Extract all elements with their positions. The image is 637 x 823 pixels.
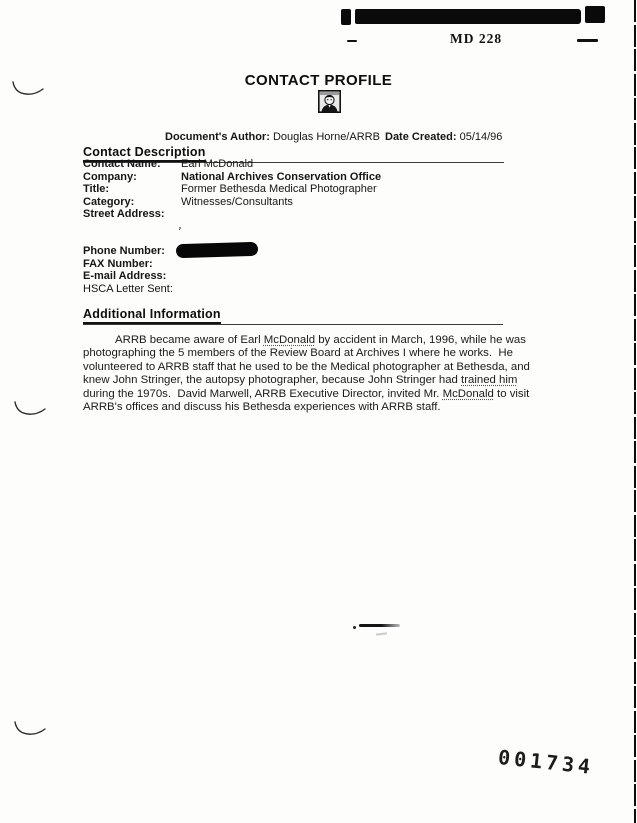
document-author-value: Douglas Horne/ARRB (272, 131, 380, 143)
title-label: Title: (83, 183, 110, 195)
phone-number-label: Phone Number: (83, 245, 165, 257)
document-author-label: Document's Author: (165, 131, 270, 143)
paragraph-line: ARRB became aware of Earl McDonald by accident in March, 1996, while he was (115, 334, 526, 346)
redaction-bar-right (585, 6, 605, 23)
paragraph-line: knew John Stringer, the autopsy photographer, because John Stringer had trained him (83, 374, 518, 387)
page-stamp-number: 001734 (497, 745, 596, 779)
field-row-category (83, 196, 293, 208)
field-row-company (83, 171, 381, 183)
ink-smudge-dash (359, 624, 400, 627)
additional-information-heading: Additional Information (83, 307, 221, 324)
redaction-bar-top (355, 9, 581, 24)
category-label: Category: (83, 195, 135, 208)
hsca-letter-sent-label: HSCA Letter Sent: (83, 282, 173, 295)
paragraph-line: volunteered to ARRB staff that he used to be the Medical photographer at Bethesda, and (83, 360, 530, 373)
page-title: CONTACT PROFILE (244, 72, 393, 89)
company-value: National Archives Conservation Office (181, 170, 382, 183)
fax-number-label: FAX Number: (83, 257, 153, 270)
md-number-label: MD 228 (450, 31, 503, 46)
field-row-hsca-letter (83, 283, 181, 295)
field-row-phone (83, 245, 181, 257)
paragraph-line: ARRB's offices and discuss his Bethesda experiences with ARRB staff. (83, 401, 441, 414)
left-dash-mark (347, 40, 357, 42)
street-address-label: Street Address: (83, 208, 165, 220)
date-created-row (385, 131, 502, 143)
redaction-bar-fragment (341, 9, 351, 25)
category-value: Witnesses/Consultants (181, 195, 293, 208)
title-value: Former Bethesda Medical Photographer (181, 183, 377, 195)
paragraph-line: photographing the 5 members of the Review Board at Archives I where he works. He (83, 347, 513, 360)
field-row-street-address (83, 208, 181, 220)
stray-ink-mark: ’ (176, 223, 182, 240)
date-created-label: Date Created: (385, 131, 457, 143)
field-row-email (83, 270, 181, 282)
date-created-value: 05/14/96 (459, 131, 503, 143)
company-label: Company: (83, 170, 137, 183)
contact-description-heading: Contact Description (83, 145, 206, 162)
email-address-label: E-mail Address: (83, 270, 167, 282)
document-author-row (165, 131, 380, 143)
binding-curl-mark (8, 80, 48, 102)
additional-information-paragraph (83, 334, 563, 414)
paragraph-line: during the 1970s. David Marwell, ARRB Executive Director, invited Mr. McDonald to visit (83, 387, 530, 400)
additional-information-header (83, 305, 503, 325)
faint-ink-mark (376, 632, 387, 635)
contact-name-value: Earl McDonald (181, 158, 254, 170)
binding-curl-mark (10, 400, 50, 422)
field-row-fax (83, 258, 181, 270)
ink-speck (353, 626, 356, 629)
field-row-title (83, 183, 377, 195)
field-row-contact-name (83, 158, 253, 170)
contact-name-label: Contact Name: (83, 158, 161, 170)
scan-edge-line (634, 0, 636, 823)
phone-number-redaction-bar (176, 242, 258, 258)
person-portrait-icon (318, 90, 341, 113)
right-dash-mark (577, 39, 598, 42)
binding-curl-mark (10, 720, 50, 742)
